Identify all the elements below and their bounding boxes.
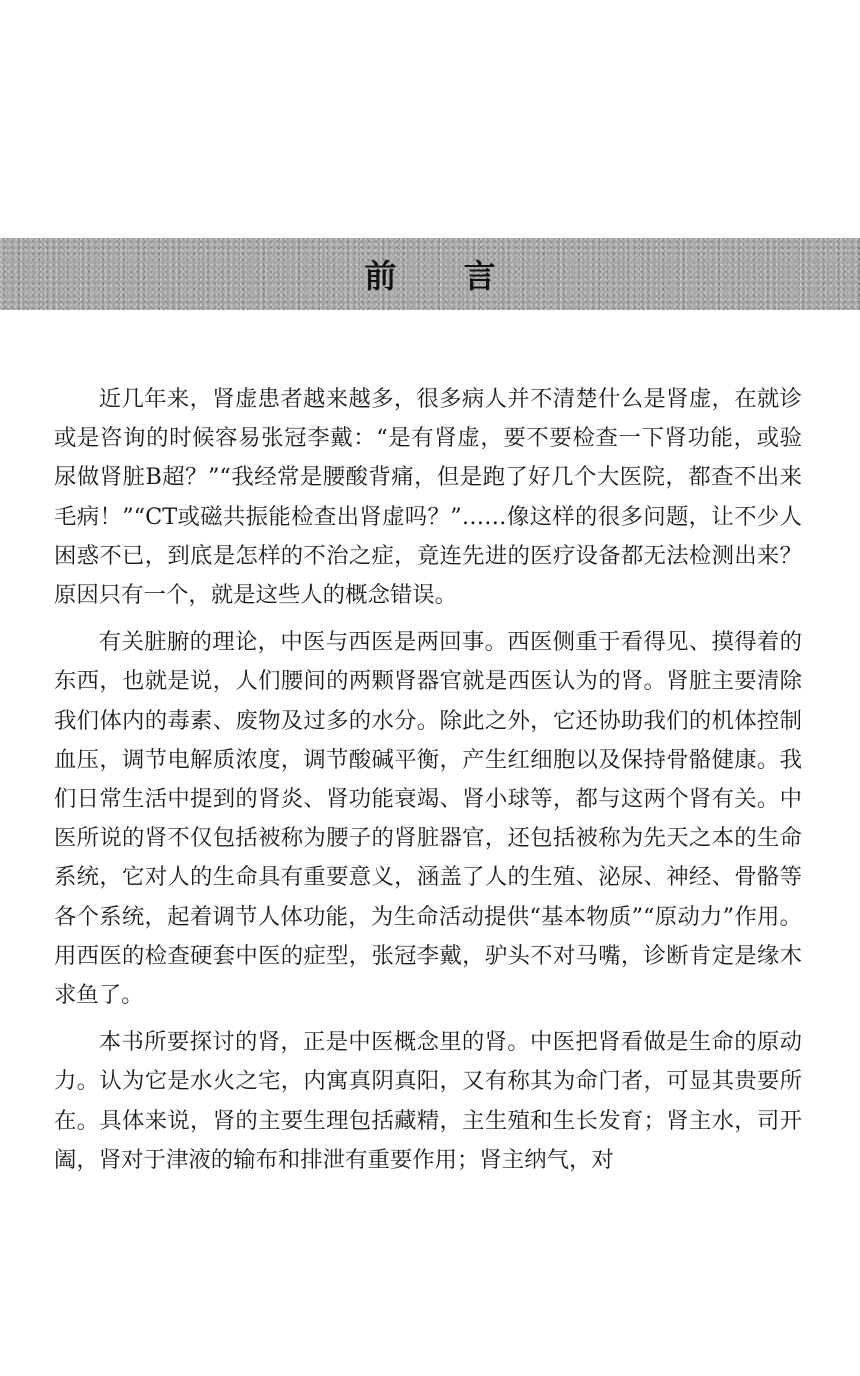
- paragraph-2: 有关脏腑的理论，中医与西医是两回事。西医侧重于看得见、摸得着的东西，也就是说，人们腰间的两颗肾器官就是西医认为的肾。肾脏主要清除我们体内的毒素、废物及过多的水分。除此之外，它还协助我们的机体控制血压，调节电解质浓度，调节酸碱平衡，产生红细胞以及保持骨骼健康。我们日常生活中提到的肾炎、肾功能衰竭、肾小球等，都与这两个肾有关。中医所说的肾不仅包括被称为腰子的肾脏器官，还包括被称为先天之本的生命系统，它对人的生命具有重要意义，涵盖了人的生殖、泌尿、神经、骨骼等各个系统，起着调节人体功能，为生命活动提供“基本物质”“原动力”作用。用西医的检查硬套中医的症型，张冠李戴，驴头不对马嘴，诊断肯定是缘木求鱼了。: [54, 629, 802, 1009]
- body-text: [54, 380, 802, 1188]
- paragraph-1: 近几年来，肾虚患者越来越多，很多病人并不清楚什么是肾虚，在就诊或是咨询的时候容易张冠李戴：“是有肾虚，要不要检查一下肾功能，或验尿做肾脏B超？”“我经常是腰酸背痛，但是跑了好几个大医院，都查不出来毛病！”“CT或磁共振能检查出肾虚吗？”……像这样的很多问题，让不少人困惑不已，到底是怎样的不治之症，竟连先进的医疗设备都无法检测出来？原因只有一个，就是这些人的概念错误。: [54, 386, 802, 609]
- chapter-title-band: [0, 238, 860, 310]
- paragraph-3: 本书所要探讨的肾，正是中医概念里的肾。中医把肾看做是生命的原动力。认为它是水火之宅，内寓真阴真阳，又有称其为命门者，可显其贵要所在。具体来说，肾的主要生理包括藏精，主生殖和生长发育；肾主水，司开阖，肾对于津液的输布和排泄有重要作用；肾主纳气，对: [54, 1029, 802, 1173]
- chapter-title: 前 言: [364, 257, 524, 295]
